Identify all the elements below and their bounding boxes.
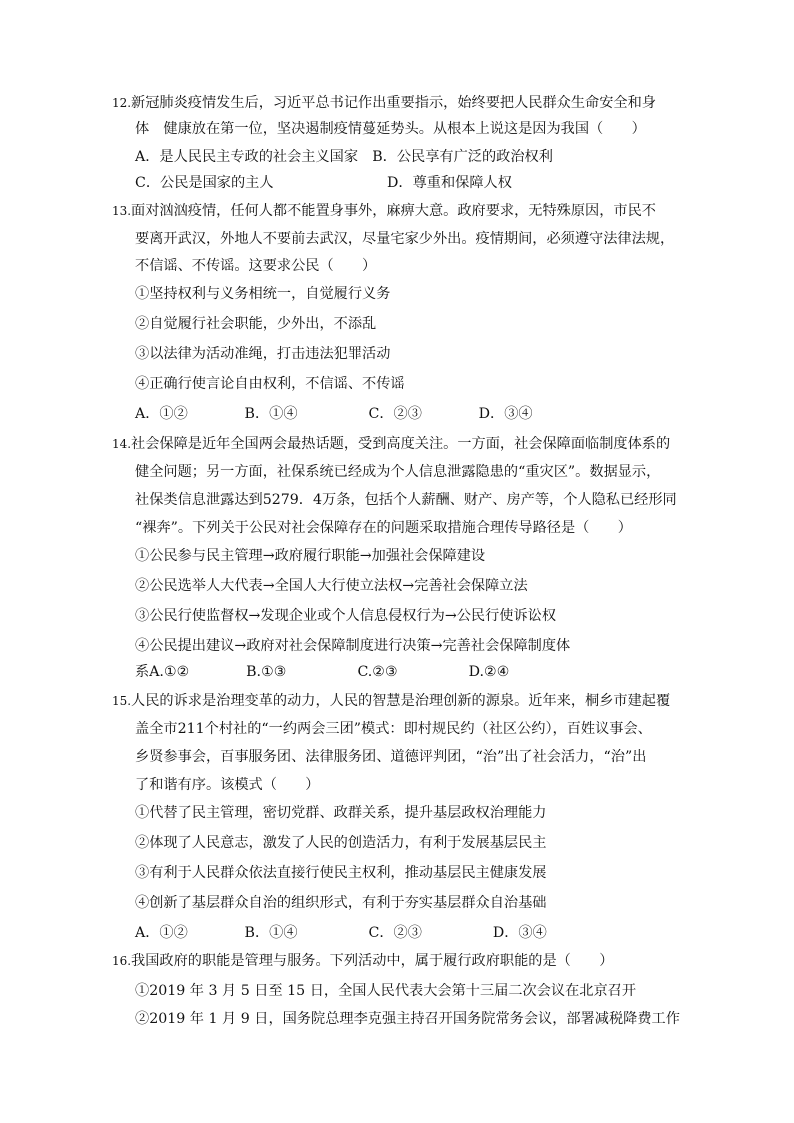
text-line: A．①② B．①④ C．②③ D．③④ — [135, 925, 547, 941]
text-line: ④公民提出建议→政府对社会保障制度进行决策→完善社会保障制度体 — [135, 638, 571, 654]
question-number: 16. — [112, 954, 132, 968]
text-line: 健全问题；另一方面，社保系统已经成为个人信息泄露隐患的“重灾区”。数据显示， — [135, 464, 661, 480]
text-line: ③有利于人民群众依法直接行使民主权利，推动基层民主健康发展 — [135, 865, 547, 881]
text-line: A．①② B．①④ C．②③ D．③④ — [135, 406, 533, 422]
text-line: ④正确行使言论自由权利，不信谣、不传谣 — [135, 376, 405, 392]
question-stem-line: 面对汹汹疫情，任何人都不能置身事外，麻痹大意。政府要求，无特殊原因，市民不 — [131, 203, 656, 219]
text-line: ③以法律为活动准绳，打击违法犯罪活动 — [135, 346, 391, 362]
text-line: 体 健康放在第一位，坚决遏制疫情蔓延势头。从根本上说这是因为我国（ ） — [135, 121, 646, 137]
text-line: 要离开武汉，外地人不要前去武汉，尽量宅家少外出。疫情期间，必须遵守法律法规， — [135, 231, 675, 247]
question-stem-line: 新冠肺炎疫情发生后，习近平总书记作出重要指示，始终要把人民群众生命安全和身 — [131, 95, 656, 111]
text-line: 盖全市211个村社的“一约两会三团”模式：即村规民约（社区公约），百姓议事会、 — [135, 721, 652, 737]
question-number: 14. — [112, 437, 132, 451]
text-line: ①公民参与民主管理→政府履行职能→加强社会保障建设 — [135, 548, 486, 564]
text-line: ①2019 年 3 月 5 日至 15 日，全国人民代表大会第十三届二次会议在北京召开 — [135, 983, 637, 999]
question-number: 15. — [112, 694, 132, 708]
text-line: ②2019 年 1 月 9 日，国务院总理李克强主持召开国务院常务会议，部署减税降费工作 — [135, 1011, 680, 1027]
question-number: 12. — [112, 96, 132, 110]
text-line: “裸奔”。下列关于公民对社会保障存在的问题采取措施合理传导路径是（ ） — [135, 520, 632, 536]
text-line: 系A.①② B.①③ C.②③ D.②④ — [135, 664, 510, 680]
text-line: 社保类信息泄露达到5279．4万条，包括个人薪酬、财产、房产等，个人隐私已经形同 — [135, 492, 677, 508]
text-line: 不信谣、不传谣。这要求公民（ ） — [135, 258, 377, 274]
text-line: ③公民行使监督权→发现企业或个人信息侵权行为→公民行使诉讼权 — [135, 608, 557, 624]
question-number: 13. — [112, 204, 132, 218]
question-stem-line: 我国政府的职能是管理与服务。下列活动中，属于履行政府职能的是（ ） — [131, 953, 614, 969]
text-line: ①代替了民主管理，密切党群、政群关系，提升基层政权治理能力 — [135, 805, 547, 821]
text-line: ②体现了人民意志，激发了人民的创造活力，有利于发展基层民主 — [135, 835, 547, 851]
text-line: ①坚持权利与义务相统一，自觉履行义务 — [135, 286, 391, 302]
text-line: ②公民选举人大代表→全国人大行使立法权→完善社会保障立法 — [135, 578, 528, 594]
text-line: C．公民是国家的主人 D．尊重和保障人权 — [135, 175, 512, 191]
question-stem-line: 人民的诉求是治理变革的动力，人民的智慧是治理创新的源泉。近年来，桐乡市建起覆 — [131, 693, 671, 709]
text-line: 乡贤参事会，百事服务团、法律服务团、道德评判团，“治”出了社会活力，“治”出 — [135, 749, 647, 765]
text-line: A．是人民民主专政的社会主义国家 B．公民享有广泛的政治权利 — [135, 149, 553, 165]
question-stem-line: 社会保障是近年全国两会最热话题，受到高度关注。一方面，社会保障面临制度体系的 — [131, 436, 671, 452]
text-line: 了和谐有序。该模式（ ） — [135, 777, 320, 793]
text-line: ②自觉履行社会职能，少外出，不添乱 — [135, 316, 377, 332]
text-line: ④创新了基层群众自治的组织形式，有利于夯实基层群众自治基础 — [135, 895, 547, 911]
